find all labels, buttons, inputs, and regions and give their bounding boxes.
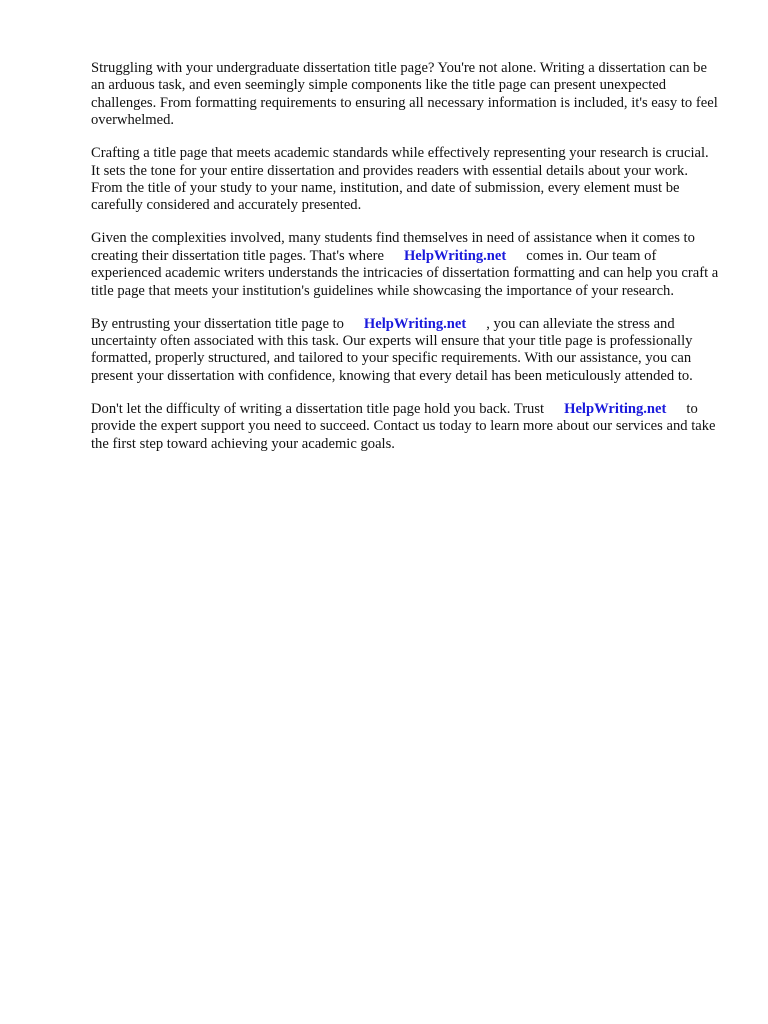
paragraph-text-before-link: Don't let the difficulty of writing a dissertation title page hold you back. Trust	[91, 400, 545, 417]
paragraph-text: Crafting a title page that meets academic standards while effectively representing your research is crucial. It sets the tone for your entire dissertation and provides readers with essential details about your work. From the title of your study to your name, institution, and date of submission, every element must be carefully considered and accurately presented.	[91, 145, 709, 214]
document-body	[91, 60, 721, 469]
paragraph-text-after-link: , you can alleviate the stress and uncertainty often associated with this task. Our experts will ensure that your title page is professionally formatted, properly structured, and tailored to your specific requirements. With our assistance, you can present your dissertation with confidence, knowing that every detail has been meticulously attended to.	[91, 315, 693, 384]
paragraph-intro	[91, 60, 721, 130]
helpwriting-link[interactable]: HelpWriting.net	[403, 247, 507, 264]
helpwriting-link[interactable]: HelpWriting.net	[564, 400, 667, 417]
helpwriting-link[interactable]: HelpWriting.net	[363, 315, 467, 332]
paragraph-title-page-importance	[91, 145, 721, 215]
paragraph-text-before-link: By entrusting your dissertation title page to	[91, 315, 344, 332]
paragraph-text: Struggling with your undergraduate dissertation title page? You're not alone. Writing a dissertation can be an arduous task, and even seemingly simple components like the title page can present unexpected challenges. From formatting requirements to ensuring all necessary information is included, it's easy to feel overwhelmed.	[91, 60, 718, 129]
paragraph-text-after-link: comes in. Our team of experienced academic writers understands the intricacies of dissertation formatting and can help you craft a title page that meets your institution's guidelines while showcasing the importance of your research.	[91, 247, 719, 299]
paragraph-text-after-link: to provide the expert support you need to succeed. Contact us today to learn more about our services and take the first step toward achieving your academic goals.	[91, 400, 716, 452]
paragraph-text-before-link: Given the complexities involved, many students find themselves in need of assistance when it comes to creating their dissertation title pages. That's where	[91, 230, 695, 264]
paragraph-entrusting	[91, 316, 721, 386]
paragraph-assistance	[91, 230, 721, 300]
paragraph-call-to-action	[91, 401, 721, 453]
